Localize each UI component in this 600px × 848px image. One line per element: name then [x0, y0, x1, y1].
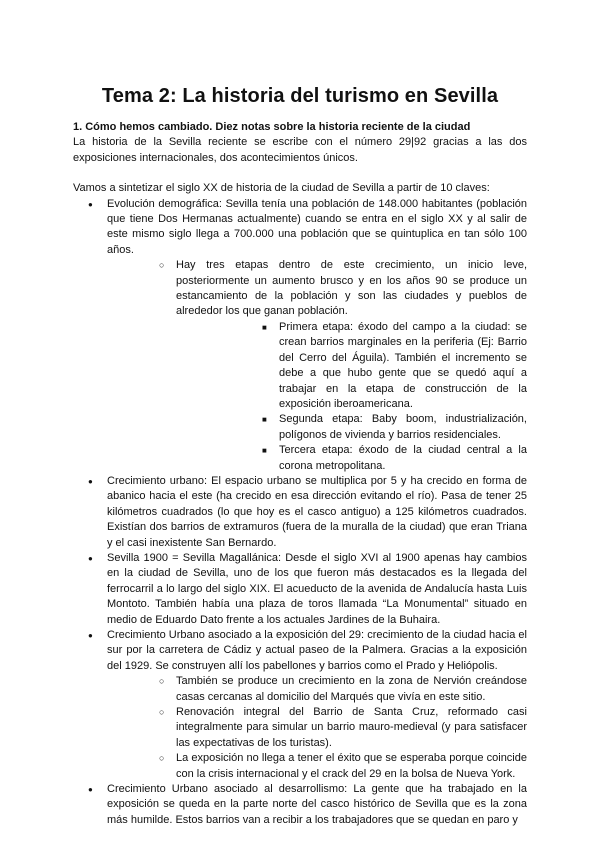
section-1	[73, 120, 527, 828]
bullet-square-icon	[262, 412, 267, 427]
item-text: La exposición no llega a tener el éxito que se esperaba porque coincide con la crisis internacional y el crack del 29 en la bolsa de Nueva York.	[176, 752, 527, 780]
sub-sub-list	[176, 320, 527, 474]
item-text: Evolución demográfica: Sevilla tenía una población de 148.000 habitantes (población que tiene Dos Hermanas actualmente) cuando se entra en el siglo XX y al salir de este mismo siglo llega a 700.000 una población que se quintuplica en tan sólo 100 años.	[107, 197, 527, 256]
list-item	[73, 197, 527, 474]
bullet-circle-icon	[159, 674, 164, 689]
blank-line	[73, 166, 527, 181]
bullet-disc-icon	[88, 551, 93, 566]
item-text: Crecimiento Urbano asociado a la exposición del 29: crecimiento de la ciudad hacia el sur por la carretera de Cádiz y actual paseo de la Palmera. Gracias a la exposición del 1929. Se construyen allí los pabellones y barrios como el Prado y Heliópolis.	[107, 629, 527, 672]
item-text: También se produce un crecimiento en la zona de Nervión creándose casas cercanas al domicilio del Marqués que vivía en este sitio.	[176, 675, 527, 703]
list-item	[107, 751, 527, 782]
bullet-square-icon	[262, 443, 267, 458]
list-item	[73, 474, 527, 551]
bullet-circle-icon	[159, 751, 164, 766]
item-text: Sevilla 1900 = Sevilla Magallánica: Desde el siglo XVI al 1900 apenas hay cambios en la ciudad de Sevilla, uno de los que fueron más destacados es la llegada del ferrocarril a lo largo del siglo XIX. El acueducto de la avenida de Andalucía hasta Luis Montoto. También había una plaza de toros llamada “La Monumental” situado en medio de Eduardo Dato frente a los actuales Jardines de la Buhaira.	[107, 551, 527, 626]
list-item	[107, 705, 527, 751]
item-text: Renovación integral del Barrio de Santa Cruz, reformado casi integralmente para simular un barrio mauro-medieval (y para satisfacer las expectativas de los turistas).	[176, 706, 527, 749]
list-item	[73, 782, 527, 828]
item-text: Hay tres etapas dentro de este crecimiento, un inicio leve, posteriormente un aumento brusco y en los años 90 se produce un estancamiento de la población y son las ciudades y pueblos de alrededor los que ganan población.	[176, 259, 527, 318]
lead-paragraph: Vamos a sintetizar el siglo XX de historia de la ciudad de Sevilla a partir de 10 claves:	[73, 182, 490, 195]
item-text: Crecimiento Urbano asociado al desarrollismo: La gente que ha trabajado en la exposición se queda en la parte norte del casco histórico de Sevilla que es la zona más humilde. Estos barrios van a recibir a los trabajadores que se quedan en paro y	[107, 783, 527, 826]
sub-list	[107, 258, 527, 474]
key-points-list	[73, 197, 527, 829]
item-text: Segunda etapa: Baby boom, industrialización, polígonos de vivienda y barrios residenciales.	[279, 413, 527, 441]
item-text: Crecimiento urbano: El espacio urbano se multiplica por 5 y ha crecido en forma de abanico hacia el este (ha crecido en esa dirección evitando el río). Pasa de tener 25 kilómetros cuadrados (lo que hoy es el casco antiguo) a 125 kilómetros cuadrados. Existían dos barrios de extramuros (fuera de la muralla de la ciudad) que eran Triana y el casi inexistente San Bernardo.	[107, 474, 527, 549]
bullet-disc-icon	[88, 197, 93, 212]
list-item	[107, 674, 527, 705]
list-item	[107, 258, 527, 474]
list-item	[176, 320, 527, 412]
bullet-circle-icon	[159, 705, 164, 720]
list-item	[176, 443, 527, 474]
intro-paragraph: La historia de la Sevilla reciente se escribe con el número 29|92 gracias a las dos exposiciones internacionales, dos acontecimientos únicos.	[73, 136, 527, 164]
list-item	[176, 412, 527, 443]
list-item	[73, 551, 527, 628]
bullet-circle-icon	[159, 258, 164, 273]
list-item	[73, 628, 527, 782]
bullet-disc-icon	[88, 474, 93, 489]
item-text: Primera etapa: éxodo del campo a la ciudad: se crean barrios marginales en la periferia (Ej: Barrio del Cerro del Águila). También el incremento se debe a que hubo gente que se quedó aquí a trabajar en la etapa de construcción de la exposición iberoamericana.	[279, 320, 527, 410]
page-title: Tema 2: La historia del turismo en Sevilla	[101, 85, 499, 108]
bullet-square-icon	[262, 320, 267, 335]
item-text: Tercera etapa: éxodo de la ciudad central a la corona metropolitana.	[279, 444, 527, 472]
section-heading: 1. Cómo hemos cambiado. Diez notas sobre la historia reciente de la ciudad	[73, 121, 471, 133]
bullet-disc-icon	[88, 628, 93, 643]
bullet-disc-icon	[88, 782, 93, 797]
sub-list	[107, 674, 527, 782]
